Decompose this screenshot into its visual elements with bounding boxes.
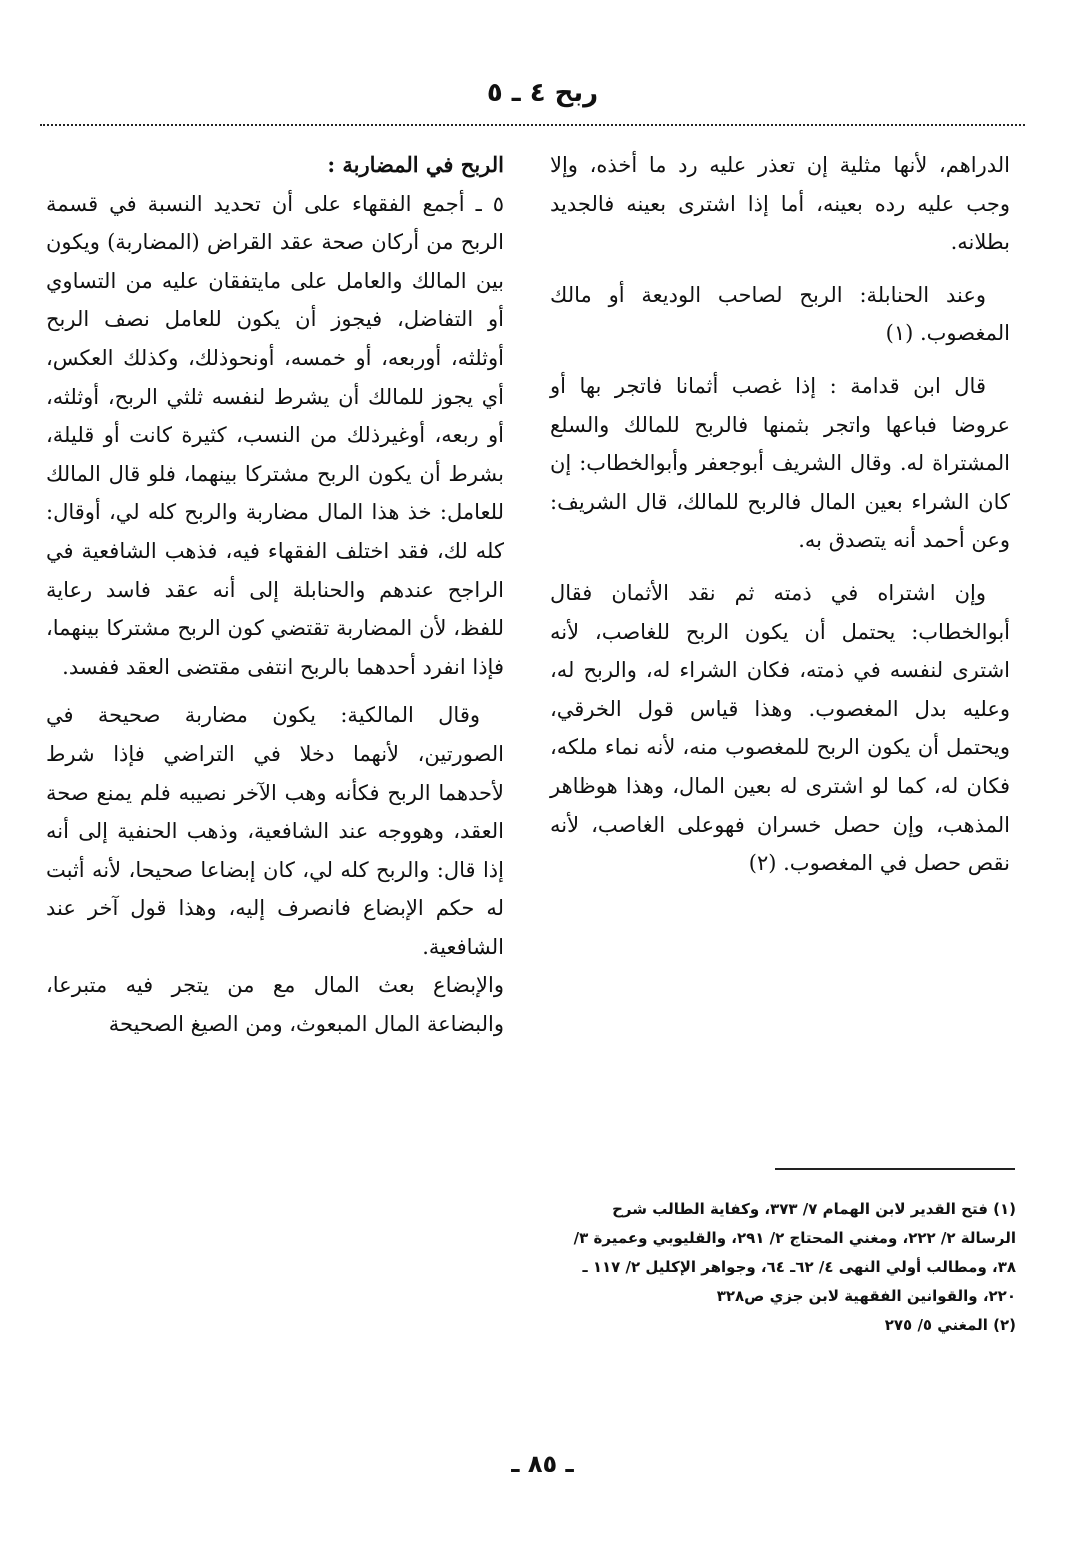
left-paragraph-3: والإبضاع بعث المال مع من يتجر فيه متبرعا، والبضاعة المال المبعوث، ومن الصيغ الصحيحة bbox=[46, 973, 504, 1037]
footnote-1: (١) فتح القدير لابن الهمام ٧/ ٣٧٣، وكفاية الطالب شرح الرسالة ٢/ ٢٢٢، ومغني المحتاج ٢/ ٢٩١، والقليوبي وعميرة ٣/ ٣٨، ومطالب أولي النهى ٤/ ٦٢ـ ٦٤، وجواهر الإكليل ٢/ ١١٧ ـ ٢٢٠، والقوانين الفقهية لابن جزي ص٣٢٨ bbox=[573, 1200, 1016, 1305]
left-paragraph-2: وقال المالكية: يكون مضاربة صحيحة في الصورتين، لأنهما دخلا في التراضي فإذا شرط لأحدهما الربح فكأنه وهب الآخر نصيبه فلم يمنع صحة العقد، وهووجه عند الشافعية، وذهب الحنفية إلى أنه إذا قال: والربح كله لي، كان إبضاعا صحيحا، لأنه أثبت له حكم الإبضاع فانصرف إليه، وهذا قول آخر عند الشافعية. bbox=[46, 703, 504, 959]
footnote-2: (٢) المغني ٥/ ٢٧٥ bbox=[884, 1316, 1016, 1334]
left-column bbox=[46, 146, 504, 1044]
right-paragraph-2: وعند الحنابلة: الربح لصاحب الوديعة أو مالك المغصوب. (١) bbox=[550, 282, 1010, 346]
page-header-title: ربح ٤ ـ ٥ bbox=[486, 78, 599, 108]
footnotes bbox=[556, 1195, 1016, 1340]
right-column bbox=[550, 146, 1010, 897]
right-paragraph-1: الدراهم، لأنها مثلية إن تعذر عليه رد ما أخذه، وإلا وجب عليه رده بعينه، أما إذا اشترى بعينه فالجديد بطلانه. bbox=[550, 153, 1010, 255]
page-number: ـ ٨٥ ـ bbox=[511, 1450, 574, 1478]
right-paragraph-3: قال ابن قدامة : إذا غصب أثمانا فاتجر بها أو عروضا فباعها واتجر بثمنها فالربح للمالك والسلع المشتراة له. وقال الشريف أبوجعفر وأبوالخطاب: إن كان الشراء بعين المال فالربح للمالك، قال الشريف: وعن أحمد أنه يتصدق به. bbox=[550, 373, 1010, 553]
right-paragraph-4: وإن اشتراه في ذمته ثم نقد الأثمان فقال أبوالخطاب: يحتمل أن يكون الربح للغاصب، لأنه اشترى لنفسه في ذمته، فكان الشراء له، والربح له، وعليه بدل المغصوب. وهذا قياس قول الخرقي، ويحتمل أن يكون الربح للمغصوب منه، لأنه نماء ملكه، فكان له، كما لو اشترى له بعين المال، وهذا هوظاهر المذهب، وإن حصل خسران فهوعلى الغاصب، لأنه نقص حصل في المغصوب. (٢) bbox=[550, 580, 1010, 876]
section-heading: الربح في المضاربة : bbox=[327, 152, 504, 177]
left-paragraph-1: ٥ ـ أجمع الفقهاء على أن تحديد النسبة في قسمة الربح من أركان صحة عقد القراض (المضاربة) ويكون بين المالك والعامل على مايتفقان عليه من التساوي أو التفاضل، فيجوز أن يكون للعامل نصف الربح أوثلثه، أوربعه، أو خمسه، أونحوذلك، وكذلك العكس، أي يجوز للمالك أن يشرط لنفسه ثلثي الربح، أوثلثه، أو ربعه، أوغيرذلك من النسب، كثيرة كانت أو قليلة، بشرط أن يكون الربح مشتركا بينهما، فلو قال المالك للعامل: خذ هذا المال مضاربة والربح كله لي، أوقال: كله لك، فقد اختلف الفقهاء فيه، فذهب الشافعية في الراجح عندهم والحنابلة إلى أنه عقد فاسد رعاية للفظ، لأن المضاربة تقتضي كون الربح مشتركا بينهما، فإذا انفرد أحدهما بالربح انتفى مقتضى العقد ففسد. bbox=[46, 191, 504, 679]
header-dotted-rule bbox=[40, 124, 1025, 126]
footnote-rule bbox=[775, 1168, 1015, 1170]
